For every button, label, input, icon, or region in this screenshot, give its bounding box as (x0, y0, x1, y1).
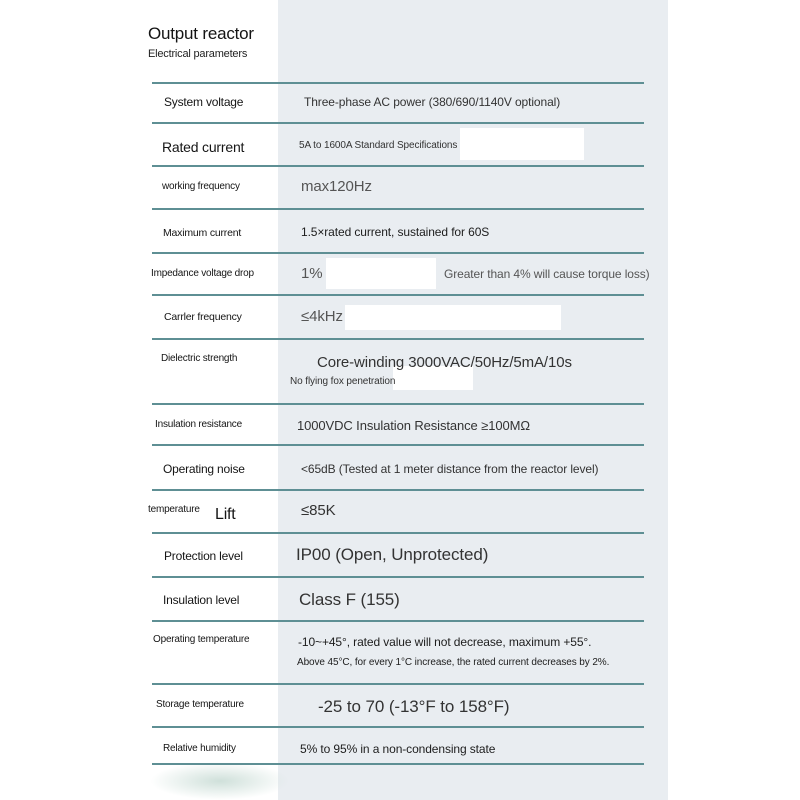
label-storage-temperature: Storage temperature (156, 699, 244, 710)
page-subtitle: Electrical parameters (148, 48, 248, 60)
note-dielectric-strength: No flying fox penetration (290, 376, 396, 387)
label-operating-noise: Operating noise (163, 462, 245, 476)
label-insulation-level: Insulation level (163, 593, 240, 607)
value-operating-noise: <65dB (Tested at 1 meter distance from the reactor level) (301, 462, 599, 476)
divider (152, 532, 644, 534)
label-protection-level: Protection level (164, 549, 243, 563)
value-dielectric-strength: Core-winding 3000VAC/50Hz/5mA/10s (317, 354, 572, 371)
value-carrier-frequency: ≤4kHz (301, 308, 343, 325)
label-dielectric-strength: Dielectric strength (161, 353, 238, 364)
divider (152, 683, 644, 685)
value-maximum-current: 1.5×rated current, sustained for 60S (301, 225, 490, 239)
divider (152, 82, 644, 84)
label-working-frequency: working frequency (162, 181, 240, 192)
divider (152, 444, 644, 446)
value-rated-current: 5A to 1600A Standard Specifications (299, 140, 458, 151)
label-rated-current: Rated current (162, 139, 245, 155)
value-column-background (278, 0, 668, 800)
label-impedance-voltage-drop: Impedance voltage drop (151, 268, 254, 279)
label-system-voltage: System voltage (164, 95, 244, 109)
divider (152, 122, 644, 124)
note-operating-temperature: Above 45°C, for every 1°C increase, the rated current decreases by 2%. (297, 657, 610, 668)
value-protection-level: IP00 (Open, Unprotected) (296, 545, 489, 564)
divider (152, 252, 644, 254)
value-impedance-voltage-drop: 1% (301, 265, 323, 282)
label-insulation-resistance: Insulation resistance (155, 419, 242, 430)
divider (152, 726, 644, 728)
bottom-decoration (150, 762, 290, 800)
label-operating-temperature: Operating temperature (153, 634, 250, 645)
label-maximum-current: Maximum current (163, 227, 242, 239)
label-column-background (0, 0, 278, 800)
page-title: Output reactor (148, 24, 254, 43)
value-insulation-resistance: 1000VDC Insulation Resistance ≥100MΩ (297, 418, 530, 433)
divider (152, 576, 644, 578)
label-lift: Lift (215, 506, 236, 523)
divider (152, 763, 644, 765)
value-working-frequency: max120Hz (301, 178, 372, 195)
divider (152, 208, 644, 210)
label-carrier-frequency: Carrler frequency (164, 311, 242, 323)
label-relative-humidity: Relative humidity (163, 743, 236, 754)
blank-patch (345, 305, 561, 330)
label-temperature: temperature (148, 504, 200, 515)
blank-patch (326, 258, 436, 289)
note-impedance-voltage-drop: Greater than 4% will cause torque loss) (444, 267, 650, 281)
value-relative-humidity: 5% to 95% in a non-condensing state (300, 742, 496, 756)
value-temperature-rise: ≤85K (301, 502, 336, 519)
divider (152, 294, 644, 296)
divider (152, 403, 644, 405)
value-system-voltage: Three-phase AC power (380/690/1140V optional) (304, 95, 561, 109)
divider (152, 489, 644, 491)
value-insulation-level: Class F (155) (299, 590, 400, 609)
divider (152, 620, 644, 622)
divider (152, 165, 644, 167)
blank-patch (460, 128, 584, 160)
right-margin-background (668, 0, 800, 800)
divider (152, 338, 644, 340)
value-storage-temperature: -25 to 70 (-13°F to 158°F) (318, 697, 510, 716)
value-operating-temperature: -10~+45°, rated value will not decrease, maximum +55°. (298, 635, 592, 649)
